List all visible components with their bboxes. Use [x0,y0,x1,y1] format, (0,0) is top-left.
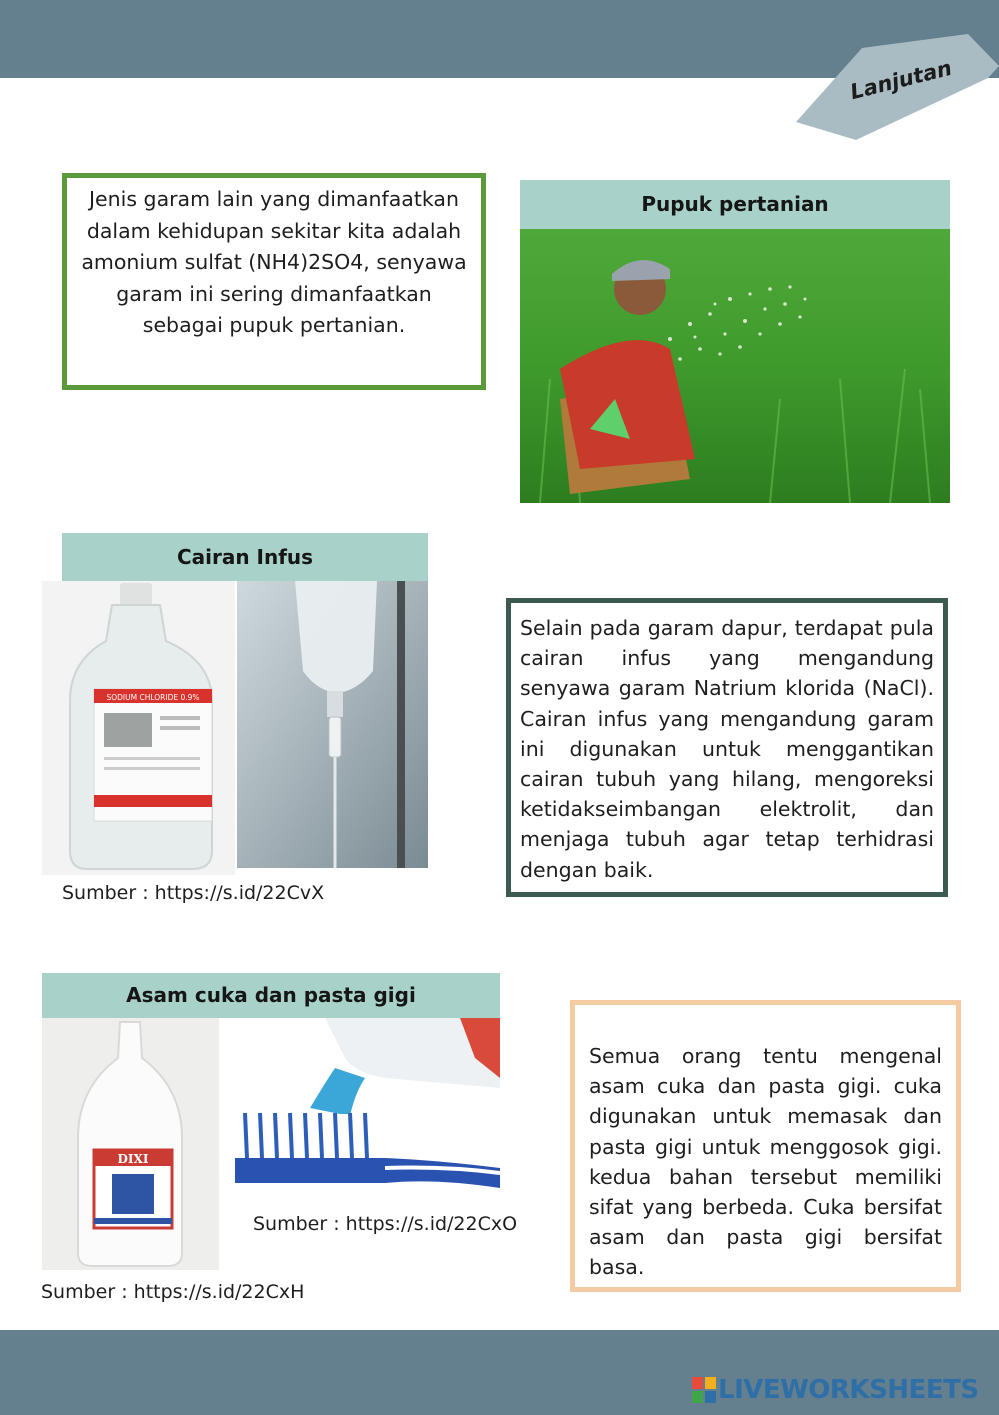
brand-name: LIVEWORKSHEETS [718,1375,979,1405]
infus-description: Selain pada garam dapur, terdapat pula cairan infus yang mengandung senyawa garam Natrium klorida (NaCl). Cairan infus yang mengandung garam ini digunakan untuk menggantikan cairan tubuh yang hilang, mengoreksi ketidakseimbangan elektrolit, dan menjaga tubuh agar tetap terhidrasi dengan baik. [520,616,934,882]
saline-bottle-image [42,581,235,875]
cuka-source: Sumber : https://s.id/22CxH [41,1281,305,1303]
vinegar-bottle-label: DIXI [117,1152,149,1166]
asam-description: Semua orang tentu mengenal asam cuka dan pasta gigi. cuka digunakan untuk memasak dan pasta gigi untuk menggosok gigi. kedua bahan tersebut memiliki sifat yang berbeda. Cuka bersifat asam dan pasta gigi bersifat basa. [589,1044,942,1280]
pupuk-label: Pupuk pertanian [520,180,950,229]
infus-label: Cairan Infus [62,533,428,581]
brand-logo-link[interactable] [692,1372,979,1408]
infus-description-box [506,598,948,897]
pasta-source: Sumber : https://s.id/22CxO [253,1213,518,1235]
pupuk-description-box [62,173,486,390]
asam-label: Asam cuka dan pasta gigi [42,973,500,1018]
iv-drip-image [237,581,428,868]
infus-source: Sumber : https://s.id/22CvX [62,882,325,904]
pupuk-description: Jenis garam lain yang dimanfaatkan dalam kehidupan sekitar kita adalah amonium sulfat (NH4)2SO4, senyawa garam ini sering dimanfaatkan sebagai pupuk pertanian. [81,187,467,337]
saline-bottle-label: SODIUM CHLORIDE 0.9% [106,693,200,702]
asam-description-box [570,1000,961,1292]
liveworksheets-logo-icon [692,1377,716,1403]
lanjutan-label: Lanjutan [847,55,955,105]
vinegar-bottle-image [42,1018,219,1270]
toothpaste-image [235,1018,500,1196]
farmer-fertilizer-image [520,229,950,503]
